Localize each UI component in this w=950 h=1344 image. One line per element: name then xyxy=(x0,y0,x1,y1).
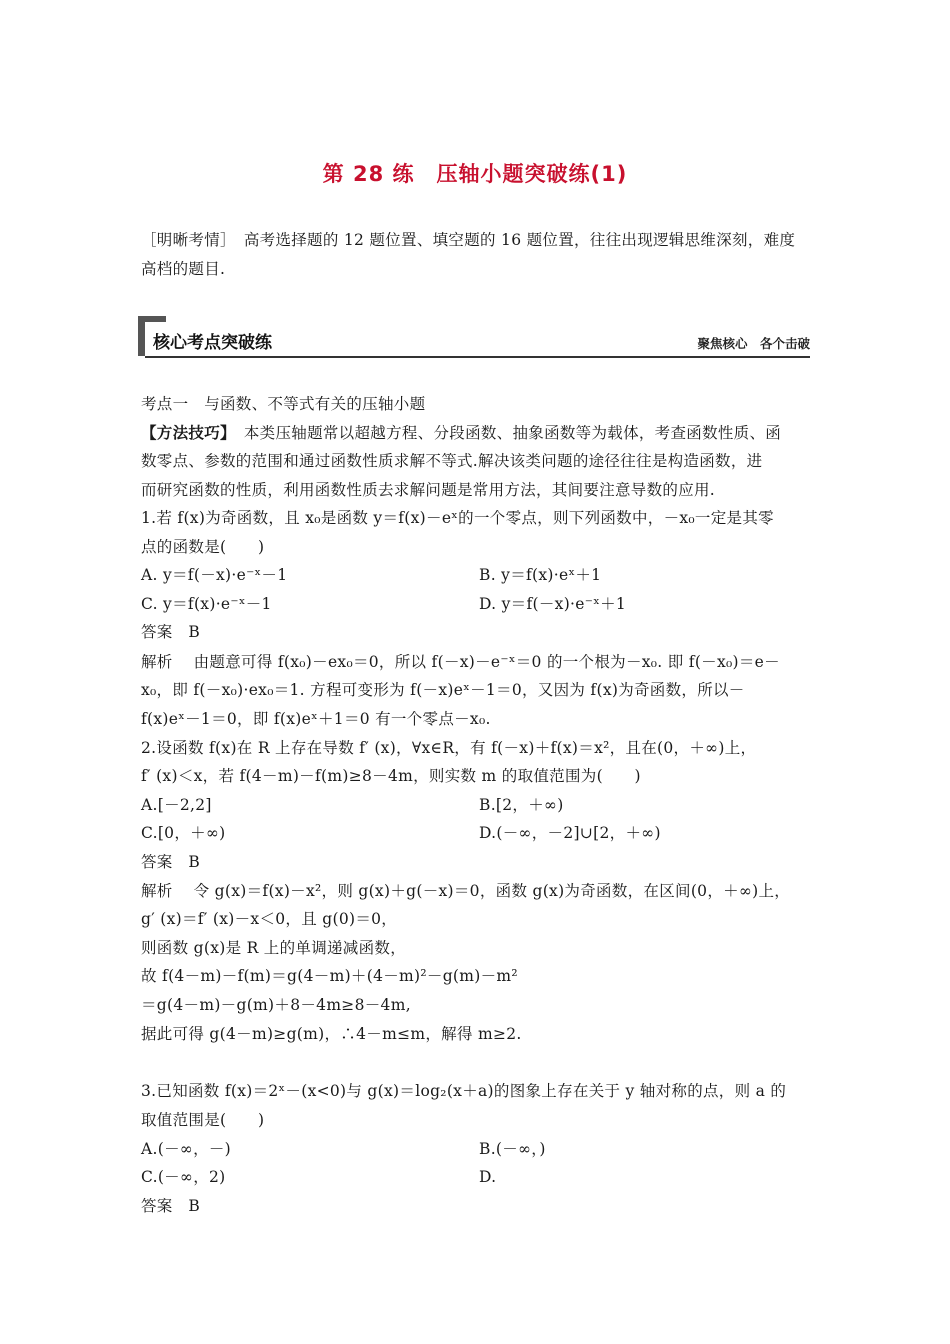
q2-solution-1: 解析 令 g(x)＝f(x)－x²，则 g(x)＋g(－x)＝0，函数 g(x)为奇函数，在区间(0，＋∞)上， xyxy=(141,882,791,900)
intro-line-2: 高档的题目. xyxy=(141,260,226,278)
q2-answer: 答案 B xyxy=(141,853,201,871)
q2-stem-2: f′ (x)＜x，若 f(4－m)－f(m)≥8－4m，则实数 m 的取值范围为( ) xyxy=(141,767,641,785)
q2-solution-5: ＝g(4－m)－g(m)＋8－4m≥8－4m, xyxy=(141,996,411,1014)
q2-stem-1: 2.设函数 f(x)在 R 上存在导数 f′ (x)，∀x∈R，有 f(－x)＋f(x)＝x²，且在(0，＋∞)上， xyxy=(141,739,757,757)
q3-stem-2: 取值范围是( ) xyxy=(141,1111,265,1129)
method-line-1 xyxy=(141,423,781,443)
q2-option-d: D.(－∞，－2]∪[2，＋∞) xyxy=(479,824,661,842)
q3-answer: 答案 B xyxy=(141,1197,201,1215)
q3-stem-1: 3.已知函数 f(x)＝2ˣ－(x<0)与 g(x)＝log₂(x＋a)的图象上存在关于 y 轴对称的点，则 a 的 xyxy=(141,1082,787,1100)
q1-stem-2: 点的函数是( ) xyxy=(141,538,265,556)
q2-solution-3: 则函数 g(x)是 R 上的单调递减函数， xyxy=(141,939,407,957)
method-line-3: 而研究函数的性质，利用函数性质去求解问题是常用方法，其间要注意导数的应用. xyxy=(141,481,716,499)
q3-option-a: A.(－∞，－) xyxy=(141,1140,232,1158)
method-label: 【方法技巧】 xyxy=(141,424,229,442)
q3-option-b: B.(－∞，) xyxy=(479,1140,546,1158)
intro-line-1: ［明晰考情］ 高考选择题的 12 题位置、填空题的 16 题位置，往往出现逻辑思维深刻，难度 xyxy=(141,231,796,249)
banner-divider xyxy=(145,356,810,358)
banner-title: 核心考点突破练 xyxy=(153,333,272,353)
q3-option-c: C.(－∞，2) xyxy=(141,1168,226,1186)
section-banner xyxy=(138,316,810,358)
q1-answer: 答案 B xyxy=(141,623,201,641)
banner-subtitle: 聚焦核心 各个击破 xyxy=(697,336,810,351)
q1-option-a: A. y＝f(－x)·e⁻ˣ－1 xyxy=(141,566,288,584)
q1-solution-1: 解析 由题意可得 f(x₀)－ex₀＝0，所以 f(－x)－e⁻ˣ＝0 的一个根为－x₀. 即 f(－x₀)＝e－ xyxy=(141,653,780,671)
q2-option-b: B.[2，＋∞) xyxy=(479,796,564,814)
q1-option-d: D. y＝f(－x)·e⁻ˣ＋1 xyxy=(479,595,627,613)
banner-corner-mark-top xyxy=(138,316,166,322)
page-title: 第 28 练 压轴小题突破练(1) xyxy=(322,162,628,186)
q2-option-c: C.[0，＋∞) xyxy=(141,824,226,842)
q1-solution-2: x₀，即 f(－x₀)·ex₀＝1. 方程可变形为 f(－x)eˣ－1＝0，又因为 f(x)为奇函数，所以－ xyxy=(141,681,745,699)
q2-solution-2: g′ (x)＝f′ (x)－x＜0，且 g(0)＝0， xyxy=(141,910,398,928)
section1-heading: 考点一 与函数、不等式有关的压轴小题 xyxy=(141,395,426,413)
q1-solution-3: f(x)eˣ－1＝0，即 f(x)eˣ＋1＝0 有一个零点－x₀. xyxy=(141,710,491,728)
q2-solution-6: 据此可得 g(4－m)≥g(m)，∴4－m≤m，解得 m≥2. xyxy=(141,1025,522,1043)
q2-option-a: A.[－2,2] xyxy=(141,796,212,814)
method-text-1: 本类压轴题常以超越方程、分段函数、抽象函数等为载体，考查函数性质、函 xyxy=(228,424,782,442)
banner-corner-mark xyxy=(138,316,145,356)
q2-solution-4: 故 f(4－m)－f(m)＝g(4－m)＋(4－m)²－g(m)－m² xyxy=(141,967,518,985)
q1-stem-1: 1.若 f(x)为奇函数，且 x₀是函数 y＝f(x)－eˣ的一个零点，则下列函数中，－x₀一定是其零 xyxy=(141,509,774,527)
q1-option-c: C. y＝f(x)·e⁻ˣ－1 xyxy=(141,595,272,613)
q3-option-d: D. xyxy=(479,1168,497,1186)
method-line-2: 数零点、参数的范围和通过函数性质求解不等式.解决该类问题的途径往往是构造函数，进 xyxy=(141,452,763,470)
q1-option-b: B. y＝f(x)·eˣ＋1 xyxy=(479,566,602,584)
